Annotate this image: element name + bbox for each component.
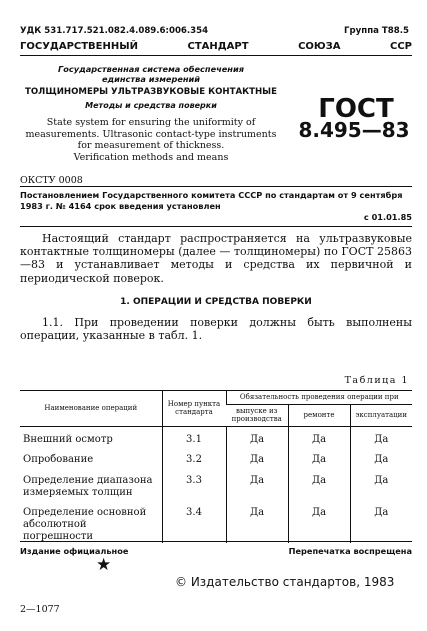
cell-operation-use: Да (350, 502, 412, 543)
group-code: Группа Т88.5 (344, 26, 409, 36)
cell-release: Да (226, 470, 288, 502)
divider (20, 186, 412, 187)
cell-repair: Да (288, 502, 350, 543)
english-title-line: State system for ensuring the uniformity of (46, 117, 256, 128)
header-mandatory: Обязательность проведения операции при (226, 391, 412, 405)
cell-number: 3.2 (162, 449, 226, 470)
cell-repair: Да (288, 449, 350, 470)
table-row (20, 426, 412, 449)
reprint-notice: Перепечатка воспрещена (288, 546, 412, 556)
cell-operation: Внешний осмотр (23, 433, 113, 445)
cell-operation: Определение основной абсолютной погрешности (23, 507, 147, 542)
gost-number: 8.495—83 (298, 118, 410, 142)
header-operation-use: эксплуатации (350, 404, 412, 426)
cell-number: 3.3 (162, 470, 226, 502)
banner-divider (20, 55, 412, 56)
banner-word: СОЮЗА (298, 41, 341, 52)
english-title-line: measurements. Ultrasonic contact-type instruments (25, 128, 277, 140)
title-block (20, 64, 282, 110)
state-standard-banner (20, 41, 412, 52)
cell-repair: Да (288, 426, 350, 449)
section-heading: 1. ОПЕРАЦИИ И СРЕДСТВА ПОВЕРКИ (120, 297, 312, 307)
cell-operation-use: Да (350, 449, 412, 470)
okstu-code: ОКСТУ 0008 (20, 175, 83, 186)
effective-date: с 01.01.85 (363, 212, 412, 222)
cell-repair: Да (288, 470, 350, 502)
banner-word: СТАНДАРТ (187, 41, 249, 52)
star-icon: ★ (96, 555, 112, 575)
cell-number: 3.1 (162, 426, 226, 449)
divider (20, 226, 412, 227)
table-row (20, 449, 412, 470)
section-paragraph: 1.1. При проведении поверки должны быть выполнены операции, указанные в табл. 1. (20, 316, 412, 343)
header-release: выпуске из производства (231, 406, 282, 423)
cell-release: Да (226, 449, 288, 470)
operations-table (20, 390, 412, 543)
cell-release: Да (226, 426, 288, 449)
cell-operation: Опробование (23, 454, 94, 465)
document-title: ТОЛЩИНОМЕРЫ УЛЬТРАЗВУКОВЫЕ КОНТАКТНЫЕ (25, 87, 277, 97)
header-operation: Наименование операций (20, 391, 162, 427)
header-item-number: Номер пункта стандарта (162, 391, 226, 427)
cell-operation-use: Да (350, 470, 412, 502)
system-name-line2: единства измерений (102, 74, 200, 84)
divider (20, 541, 412, 542)
decree-text: Постановлением Государственного комитета СССР по стандартам от 9 сентября 1983 г. № 4164 срок введения установлен (20, 190, 403, 211)
header-repair: ремонте (288, 404, 350, 426)
english-title-line: for measurement of thickness. (77, 140, 225, 151)
cell-number: 3.4 (162, 502, 226, 543)
udc-code: УДК 531.717.521.082.4.089.6:006.354 (20, 26, 209, 36)
system-name-line1: Государственная система обеспечения (58, 64, 244, 74)
table-label: Таблица 1 (344, 375, 409, 386)
cell-release: Да (226, 502, 288, 543)
cell-operation: Определение диапазона измеряемых толщин (23, 475, 153, 498)
banner-word: ССР (389, 41, 412, 52)
official-edition: Издание официальное (20, 546, 129, 556)
banner-word: ГОСУДАРСТВЕННЫЙ (20, 41, 138, 52)
print-number: 2—1077 (20, 604, 60, 615)
intro-paragraph: Настоящий стандарт распространяется на ультразвуковые контактные толщиномеры (далее — толщиномеры) по ГОСТ 25863—83 и устанавливает методы и средства их первичной и периодической поверок. (20, 232, 412, 285)
english-title (20, 117, 282, 163)
gost-label: ГОСТ (318, 94, 394, 124)
cell-operation-use: Да (350, 426, 412, 449)
english-title-line: Verification methods and means (73, 151, 229, 163)
document-subtitle: Методы и средства поверки (85, 101, 217, 110)
table-row (20, 470, 412, 502)
publisher-copyright: © Издательство стандартов, 1983 (175, 575, 395, 589)
table-row (20, 502, 412, 543)
